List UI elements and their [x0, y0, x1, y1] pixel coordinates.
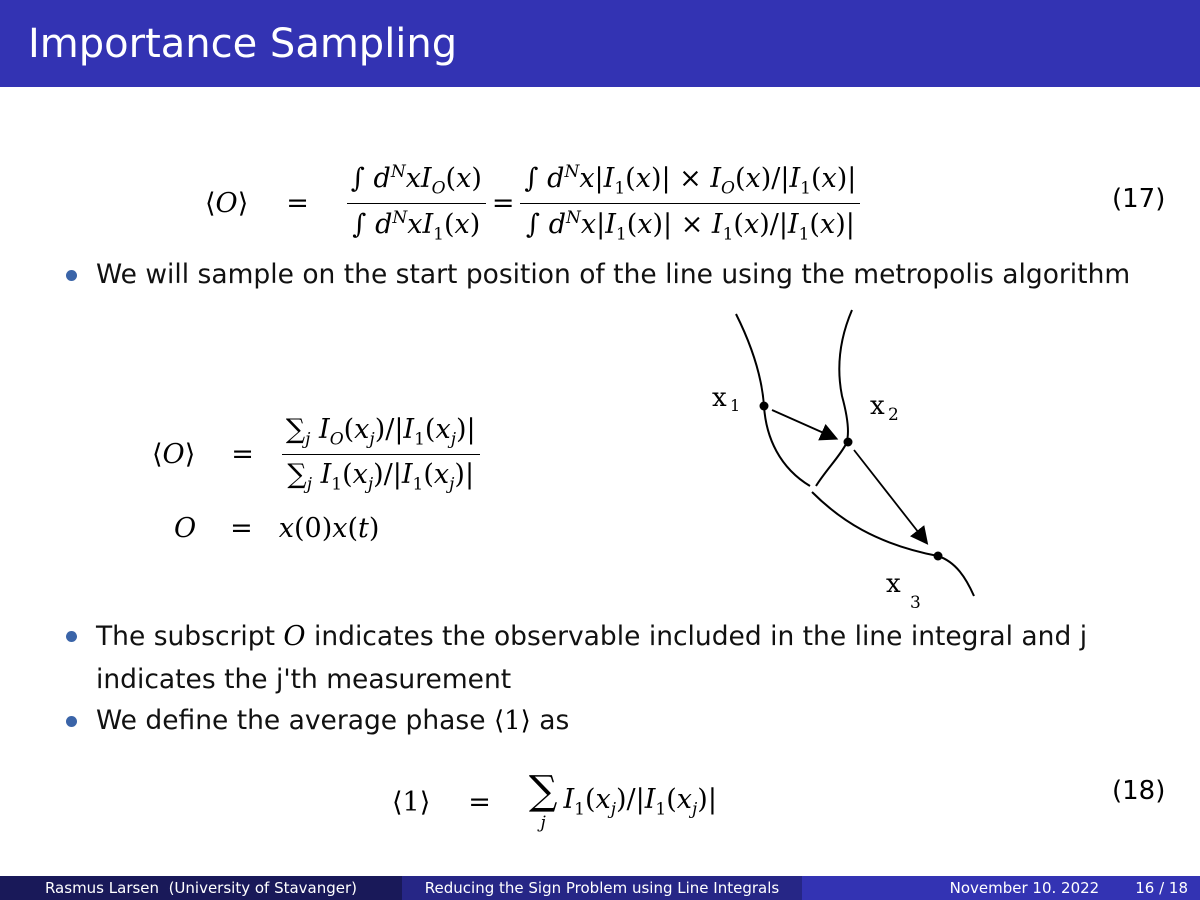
equation-observable: O = x(0)x(t) — [174, 513, 380, 544]
path-curve-right — [816, 310, 852, 486]
bullet-1-text: We will sample on the start position of the line using the metropolis algorithm — [96, 259, 1131, 290]
bullet-3-symbol: ⟨1⟩ — [493, 706, 531, 736]
slide-title: Importance Sampling — [28, 21, 458, 67]
footer-date: November 10. 2022 — [949, 879, 1100, 897]
bullet-3-text — [96, 705, 569, 736]
point-x2 — [844, 438, 853, 447]
line-paths-figure — [700, 308, 1000, 608]
bullet-2-symbol: O — [283, 621, 306, 652]
bullet-3-text-before: We define the average phase — [96, 705, 494, 736]
label-x1-sub: 1 — [730, 396, 741, 415]
arrow-x1-to-x2 — [772, 410, 835, 438]
label-x3: x — [886, 569, 901, 599]
footer-talk-title: Reducing the Sign Problem using Line Integrals — [402, 876, 802, 900]
label-x2-sub: 2 — [888, 405, 899, 425]
bullet-3-text-after: as — [530, 705, 570, 736]
bullet-2-text — [96, 621, 1087, 652]
equation-estimator: ⟨O⟩ = $\frac{\sum_j I_O(x_j)/|I_1(x_j)|}{\sum_j I_1(x_j)/|I_1(x_j)|}$ — [152, 408, 480, 500]
footer-author: Rasmus Larsen (University of Stavanger) — [0, 876, 402, 900]
equation-17: ⟨O⟩ = $\frac{\int d^NxI_O(x)}{\int d^NxI_1(x)}$ = $\frac{\int d^Nx|I_1(x)| \times I_O(x)/|I_1(x)|}{\int d^Nx|I_1(x)| \times I_1(x)/|I_1(x)|}$ — [205, 158, 860, 248]
point-x1 — [760, 402, 769, 411]
footer-page-number: 16 / 18 — [1135, 879, 1188, 897]
footer-right — [802, 876, 1200, 900]
bullet-2-text-before: The subscript — [96, 621, 284, 652]
slide-header — [0, 0, 1200, 87]
bullet-2-line2: indicates the j'th measurement — [96, 664, 512, 695]
label-x2: x — [870, 391, 885, 421]
bullet-2-text-after: indicates the observable included in the line integral and j — [305, 621, 1088, 652]
path-curve-left — [736, 314, 810, 486]
bullet-3-marker — [66, 716, 77, 727]
equation-17-number: (17) — [1112, 184, 1166, 214]
label-x1: x — [712, 383, 727, 413]
bullet-2-marker — [66, 631, 77, 642]
arrow-x2-to-x3 — [854, 450, 926, 542]
point-x3 — [934, 552, 943, 561]
slide-footer — [0, 876, 1200, 900]
bullet-1-marker — [66, 270, 77, 281]
equation-18: ⟨1⟩ = ∑ j $I_1(x_j)/|I_1(x_j)|$ — [392, 768, 717, 833]
equation-18-number: (18) — [1112, 776, 1166, 806]
label-x3-sub: 3 — [910, 593, 921, 608]
